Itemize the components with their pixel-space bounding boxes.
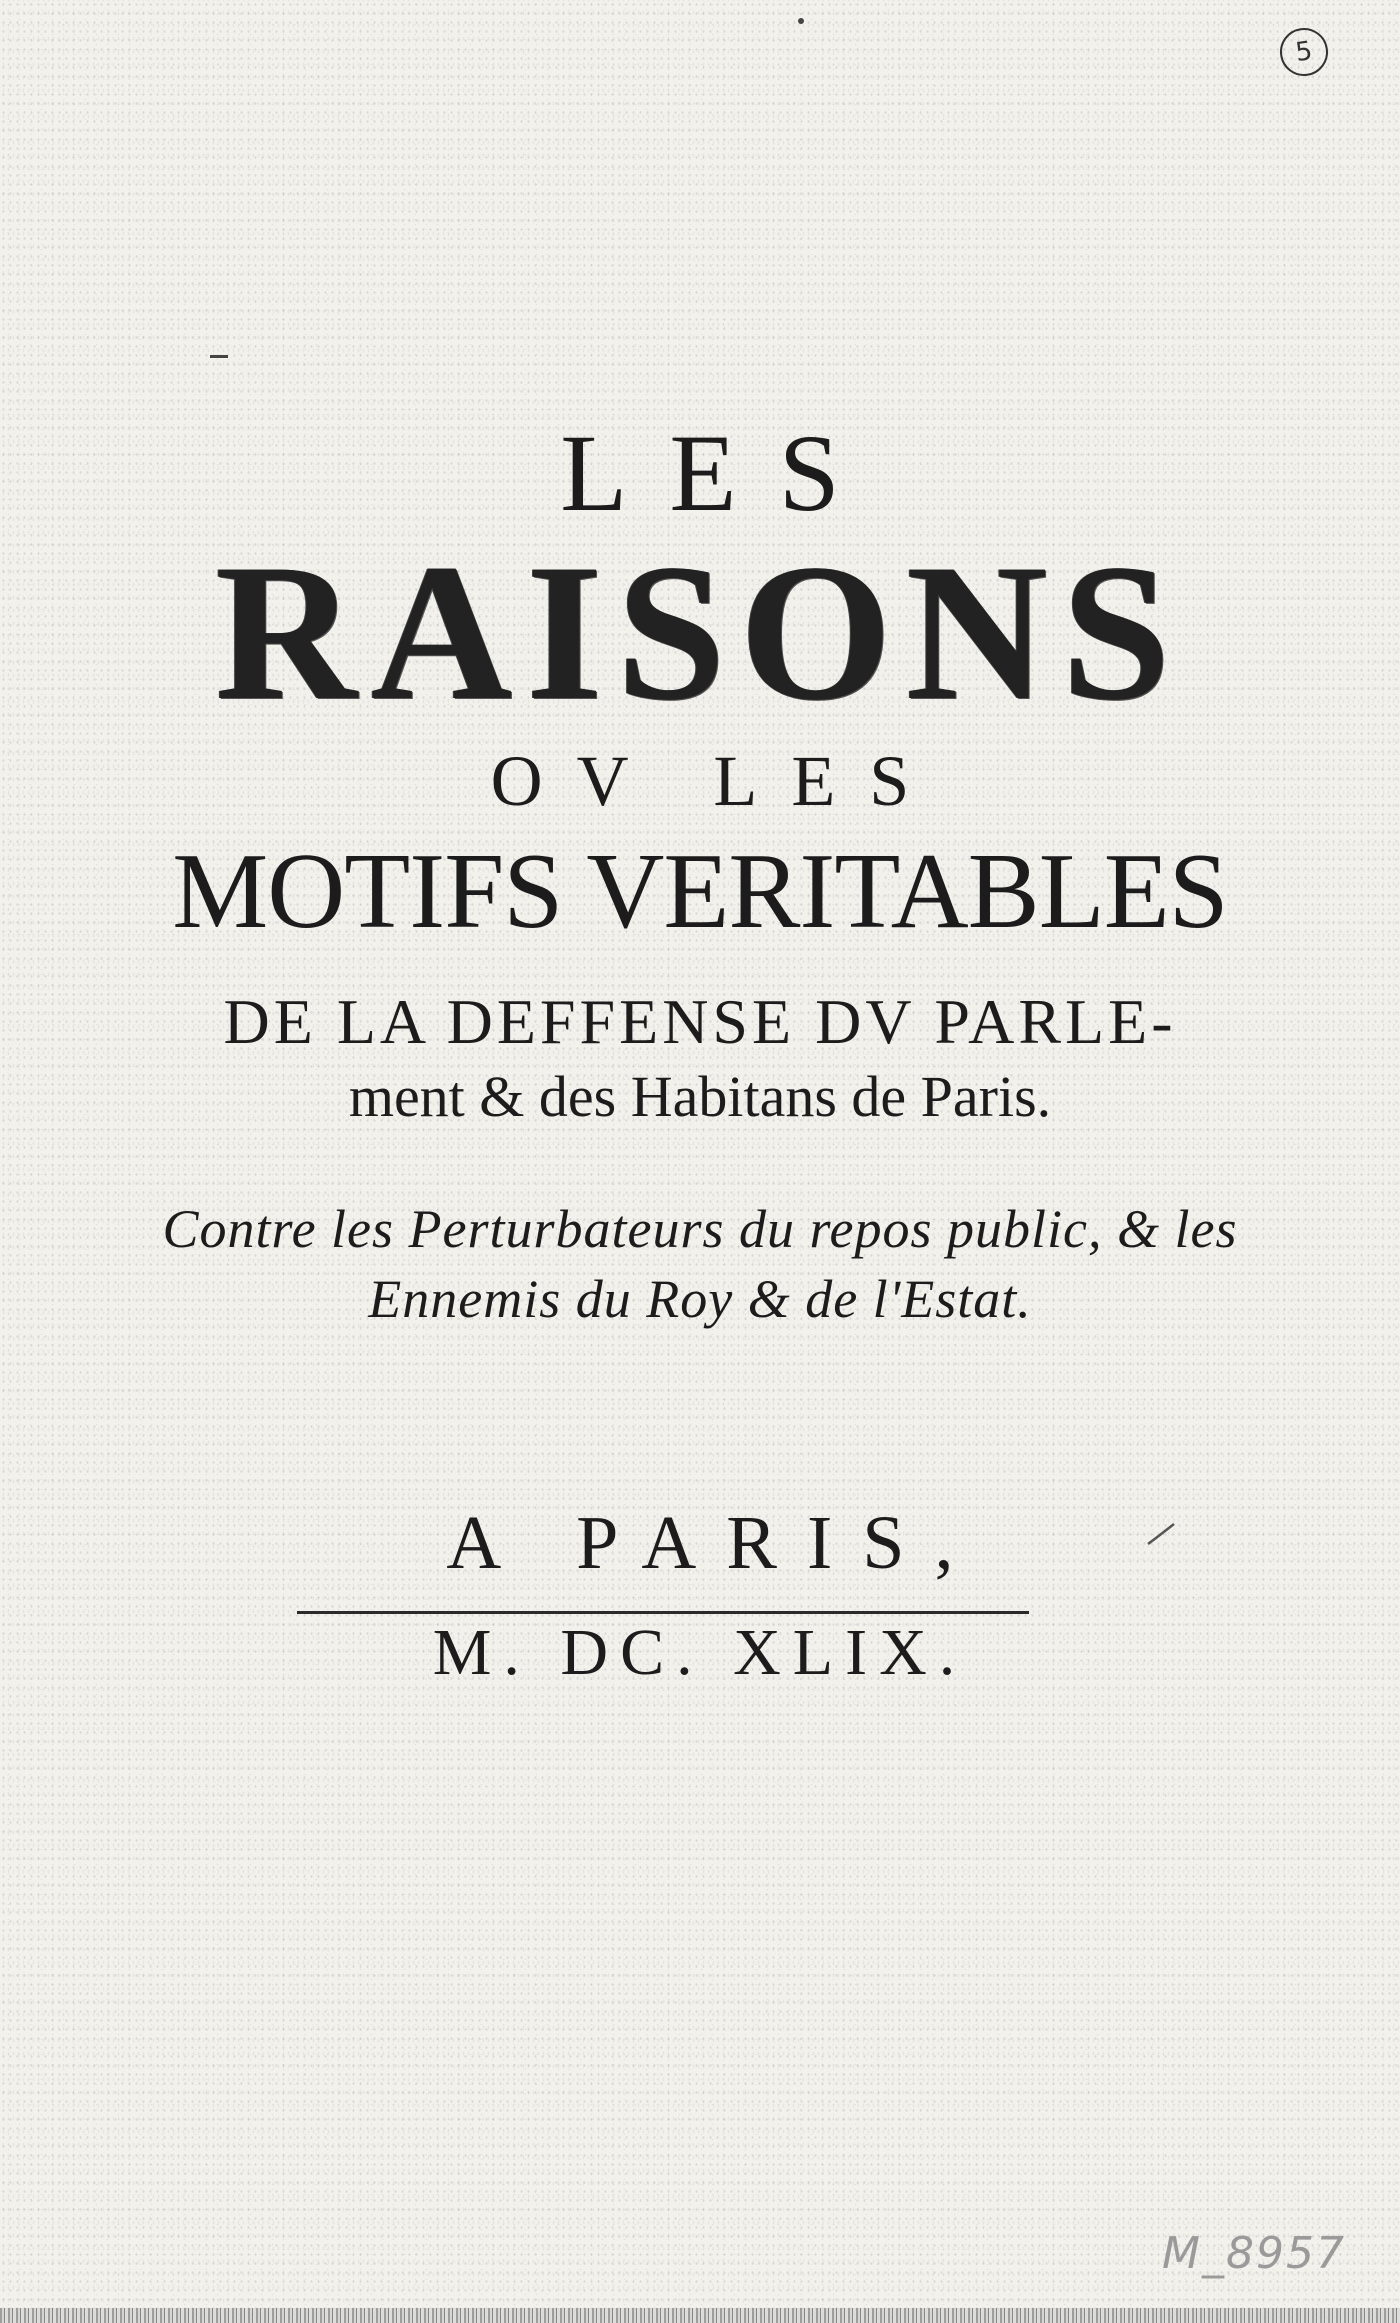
folio-number: 5 <box>1277 25 1331 79</box>
ink-dash <box>210 355 228 358</box>
title-line-deffense: DE LA DEFFENSE DV PARLE- <box>223 986 1177 1057</box>
title-line-motifs: MOTIFS VERITABLES <box>172 832 1228 951</box>
imprint-rule <box>297 1611 1029 1614</box>
title-line-les: LES <box>560 412 882 534</box>
title-line-raisons: RAISONS <box>215 524 1185 741</box>
title-line-habitans: ment & des Habitans de Paris. <box>348 1064 1052 1129</box>
subtitle-line-2: Ennemis du Roy & de l'Estat. <box>368 1269 1032 1329</box>
title-line-ou-les: OV LES <box>490 741 944 821</box>
shelfmark: M_8957 <box>1162 2228 1346 2279</box>
imprint-place: A PARIS, <box>446 1501 984 1585</box>
scan-bottom-edge <box>0 2308 1400 2323</box>
pencil-tick-mark <box>1146 1520 1176 1550</box>
ink-speck <box>798 18 804 24</box>
subtitle-line-1: Contre les Perturbateurs du repos public, & les <box>162 1199 1238 1259</box>
imprint-date: M. DC. XLIX. <box>432 1616 968 1689</box>
